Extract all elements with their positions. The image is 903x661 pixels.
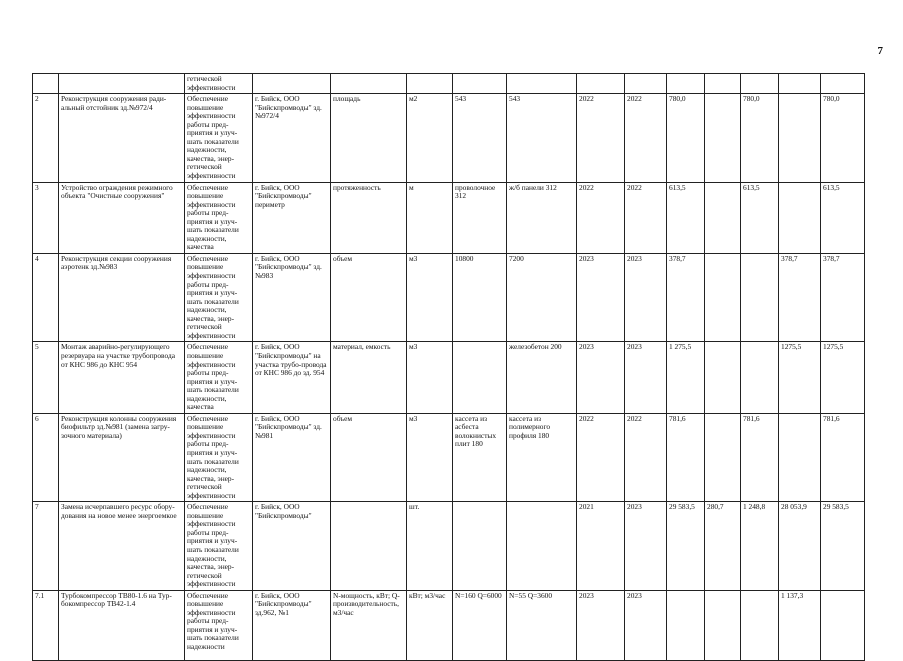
year-start-cell: 2023 [577, 590, 625, 660]
cost-sum-cell: 1275,5 [821, 342, 865, 413]
value-before-cell: кассета из асбеста волокнистых плит 180 [453, 413, 507, 501]
goal-cell: Обеспечение повышение эффективности работы пред- приятия и улуч- шать показатели надежности [185, 590, 253, 660]
location-cell: г. Бийск, ООО "Бийскпромводы" зд.№981 [253, 413, 331, 501]
unit-cell: кВт; м3/час [407, 590, 453, 660]
row-number-cell: 4 [33, 253, 59, 341]
year-end-cell: 2022 [625, 94, 667, 182]
unit-cell: м3 [407, 253, 453, 341]
location-cell: г. Бийск, ООО "Бийскпромводы" на участка трубо-провода от КНС 986 до зд. 954 [253, 342, 331, 413]
cost-year-1-cell [705, 253, 741, 341]
value-before-cell [453, 502, 507, 590]
location-cell: г. Бийск, ООО "Бийскпромводы" [253, 502, 331, 590]
table-row [33, 253, 865, 341]
table-row [33, 342, 865, 413]
cost-year-3-cell: 378,7 [779, 253, 821, 341]
table-row [33, 502, 865, 590]
project-name-cell: Турбокомпрессор ТВ80-1.6 на Тур-бокомпрессор ТВ42-1.4 [59, 590, 185, 660]
cost-year-1-cell [705, 413, 741, 501]
cost-year-2-cell: 1 248,8 [741, 502, 779, 590]
goal-cell: Обеспечение повышение эффективности работы пред- приятия и улуч- шать показатели надежности, качества [185, 342, 253, 413]
location-cell: г. Бийск, ООО "Бийскпромводы" зд.962, №1 [253, 590, 331, 660]
parameter-cell: материал, емкость [331, 342, 407, 413]
cost-sum-cell: 378,7 [821, 253, 865, 341]
cost-year-2-cell [741, 342, 779, 413]
unit-cell: м2 [407, 94, 453, 182]
goal-cell: Обеспечение повышение эффективности работы пред- приятия и улуч- шать показатели надежности, качества, энер- гетической эффективности [185, 502, 253, 590]
row-number-cell: 7 [33, 502, 59, 590]
cost-total-cell: 780,0 [667, 94, 705, 182]
row-number-cell: 3 [33, 182, 59, 253]
goal-cell: Обеспечение повышение эффективности работы пред- приятия и улуч- шать показатели надежности, качества, энер- гетической эффективности [185, 94, 253, 182]
investment-table [32, 73, 865, 661]
goal-cell: Обеспечение повышение эффективности работы пред- приятия и улуч- шать показатели надежности, качества, энер- гетической эффективности [185, 413, 253, 501]
unit-cell: м3 [407, 342, 453, 413]
cost-year-2-cell [741, 590, 779, 660]
table-row [33, 94, 865, 182]
year-start-cell: 2021 [577, 502, 625, 590]
year-end-cell: 2023 [625, 342, 667, 413]
cost-year-2-cell: 613,5 [741, 182, 779, 253]
value-before-cell: N=160 Q=6000 [453, 590, 507, 660]
cost-sum-cell: 780,0 [821, 94, 865, 182]
row-number-cell: 7.1 [33, 590, 59, 660]
unit-cell: м [407, 182, 453, 253]
cost-year-3-cell [779, 182, 821, 253]
parameter-cell: площадь [331, 94, 407, 182]
cost-sum-cell [821, 590, 865, 660]
year-end-cell: 2022 [625, 182, 667, 253]
table-row [33, 590, 865, 660]
unit-cell: м3 [407, 413, 453, 501]
page-number: 7 [877, 45, 883, 57]
cost-sum-cell: 29 583,5 [821, 502, 865, 590]
row-number-cell: 6 [33, 413, 59, 501]
year-end-cell: 2022 [625, 413, 667, 501]
project-name-cell: Монтаж аварийно-регулирующего резервуара на участке трубопровода от КНС 986 до КНС 954 [59, 342, 185, 413]
cost-total-cell: 1 275,5 [667, 342, 705, 413]
year-start-cell: 2022 [577, 182, 625, 253]
cost-year-2-cell: 781,6 [741, 413, 779, 501]
cost-total-cell: 613,5 [667, 182, 705, 253]
value-after-cell: ж/б панели 312 [507, 182, 577, 253]
parameter-cell [331, 502, 407, 590]
cost-sum-cell: 781,6 [821, 413, 865, 501]
cost-year-1-cell [705, 590, 741, 660]
project-name-cell: Замена исчерпавшего ресурс обору-дования на новое менее энергоемкое [59, 502, 185, 590]
parameter-cell: объем [331, 413, 407, 501]
value-after-cell: N=55 Q=3600 [507, 590, 577, 660]
value-before-cell: 10800 [453, 253, 507, 341]
year-end-cell: 2023 [625, 502, 667, 590]
value-before-cell [453, 342, 507, 413]
parameter-cell: N-мощность, кВт; Q-производительность, м3/час [331, 590, 407, 660]
project-name-cell: Устройство ограждения режимного объекта "Очистные сооружения" [59, 182, 185, 253]
cost-total-cell: 378,7 [667, 253, 705, 341]
location-cell: г. Бийск, ООО "Бийскпромводы" зд.№983 [253, 253, 331, 341]
project-name-cell: Реконструкция сооружения ради-альный отстойник зд.№972/4 [59, 94, 185, 182]
cost-total-cell: 29 583,5 [667, 502, 705, 590]
table-row-continued [33, 74, 865, 94]
cost-year-1-cell [705, 182, 741, 253]
cost-total-cell: 781,6 [667, 413, 705, 501]
goal-cell: гетической эффективности [185, 74, 253, 94]
year-end-cell: 2023 [625, 253, 667, 341]
cost-year-3-cell [779, 413, 821, 501]
cost-year-3-cell: 28 053,9 [779, 502, 821, 590]
value-after-cell: 543 [507, 94, 577, 182]
cost-sum-cell: 613,5 [821, 182, 865, 253]
cost-total-cell [667, 590, 705, 660]
value-after-cell: железобетон 200 [507, 342, 577, 413]
value-after-cell [507, 502, 577, 590]
value-after-cell: кассета из полимерного профиля 180 [507, 413, 577, 501]
value-after-cell: 7200 [507, 253, 577, 341]
value-before-cell: проволочное 312 [453, 182, 507, 253]
goal-cell: Обеспечение повышение эффективности работы пред- приятия и улуч- шать показатели надежности, качества, энер- гетической эффективности [185, 253, 253, 341]
cost-year-1-cell [705, 342, 741, 413]
row-number-cell: 2 [33, 94, 59, 182]
location-cell: г. Бийск, ООО "Бийскпромводы" зд.№972/4 [253, 94, 331, 182]
goal-cell: Обеспечение повышение эффективности работы пред- приятия и улуч- шать показатели надежности, качества [185, 182, 253, 253]
cost-year-1-cell: 280,7 [705, 502, 741, 590]
cost-year-2-cell: 780,0 [741, 94, 779, 182]
year-start-cell: 2022 [577, 94, 625, 182]
project-name-cell: Реконструкция колонны сооружения биофильтр зд.№981 (замена загру-зочного материала) [59, 413, 185, 501]
cost-year-3-cell [779, 94, 821, 182]
year-start-cell: 2023 [577, 253, 625, 341]
year-start-cell: 2023 [577, 342, 625, 413]
project-name-cell: Реконструкция секции сооружения аэротенк зд.№983 [59, 253, 185, 341]
year-end-cell: 2023 [625, 590, 667, 660]
cost-year-2-cell [741, 253, 779, 341]
parameter-cell: протяженность [331, 182, 407, 253]
year-start-cell: 2022 [577, 413, 625, 501]
cost-year-3-cell: 1275,5 [779, 342, 821, 413]
row-number-cell: 5 [33, 342, 59, 413]
table-row [33, 413, 865, 501]
unit-cell: шт. [407, 502, 453, 590]
parameter-cell: объем [331, 253, 407, 341]
cost-year-1-cell [705, 94, 741, 182]
cost-year-3-cell: 1 137,3 [779, 590, 821, 660]
value-before-cell: 543 [453, 94, 507, 182]
table-row [33, 182, 865, 253]
location-cell: г. Бийск, ООО "Бийскпромводы" периметр [253, 182, 331, 253]
